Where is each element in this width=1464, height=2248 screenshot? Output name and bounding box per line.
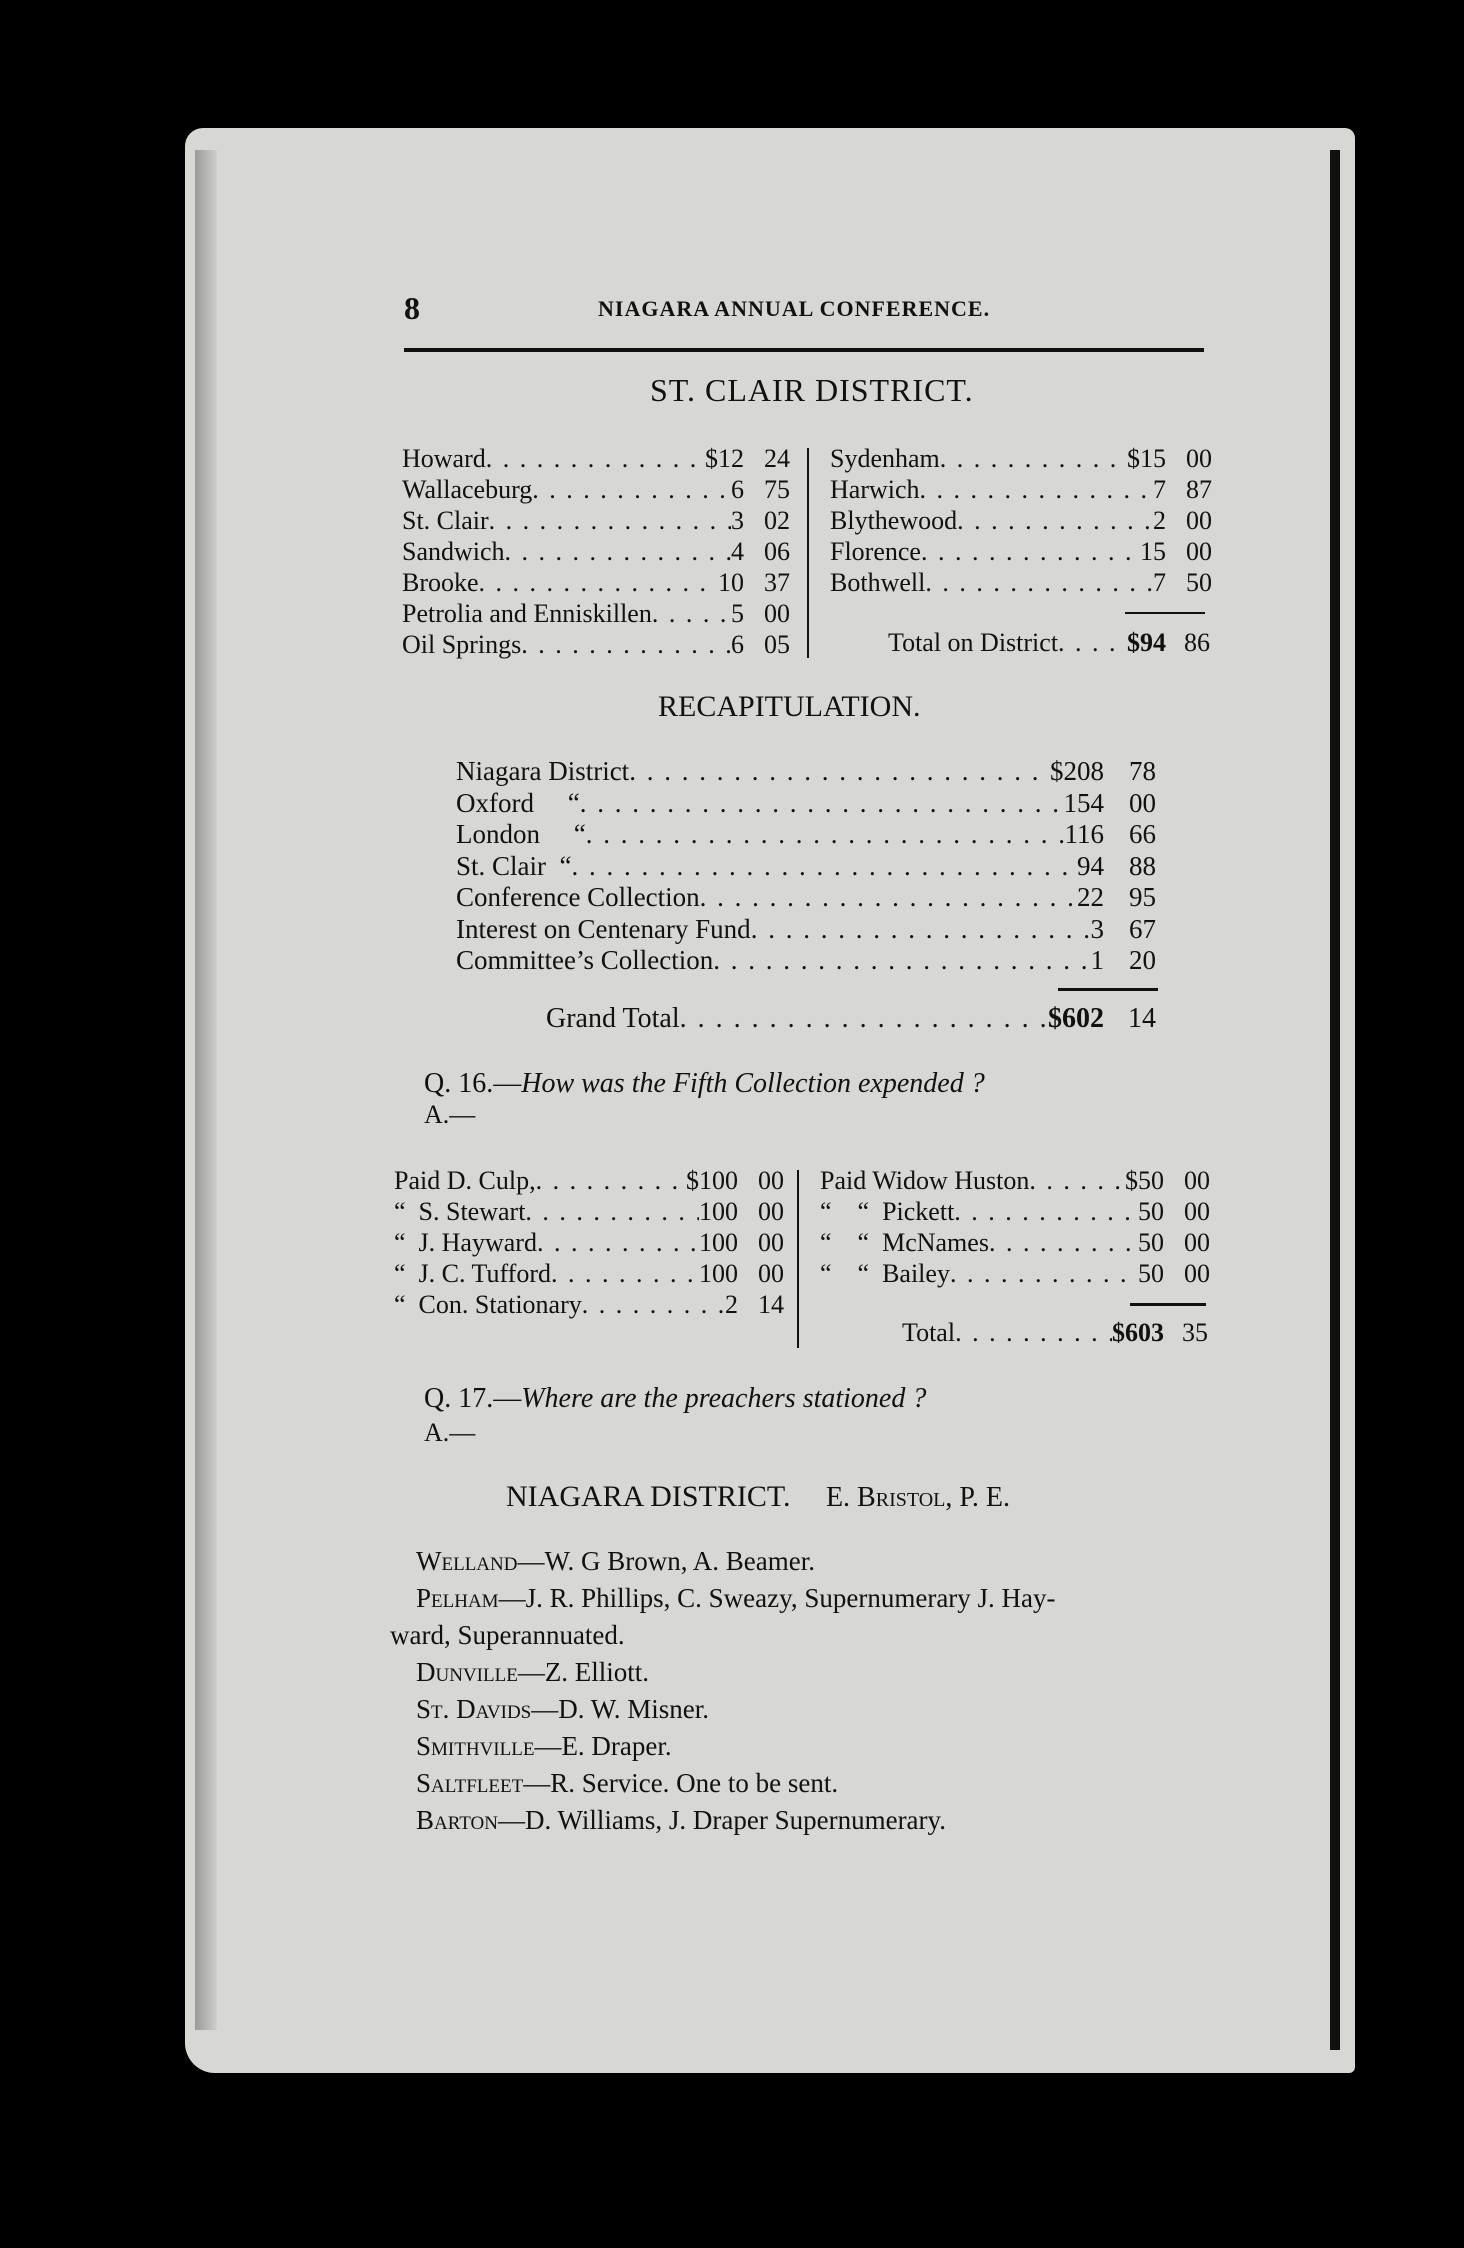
st-clair-total-label: Total on District bbox=[888, 628, 1059, 657]
station-line bbox=[416, 1546, 815, 1577]
leader-dots bbox=[652, 599, 731, 629]
leader-dots bbox=[920, 475, 1153, 505]
q16-total-dollars: $603 bbox=[1112, 1318, 1164, 1347]
st-clair-right-row bbox=[830, 568, 1212, 598]
st-clair-left-row bbox=[402, 599, 790, 629]
recap-dollars: 3 bbox=[1090, 913, 1104, 944]
leader-dots bbox=[629, 756, 1050, 787]
q16-right-cents: 00 bbox=[1184, 1259, 1210, 1288]
leader-dots bbox=[521, 630, 731, 660]
station-line bbox=[416, 1731, 672, 1762]
st-clair-left-name: Petrolia and Enniskillen bbox=[402, 599, 652, 628]
q16-question: How was the Fifth Collection expended ? bbox=[521, 1068, 985, 1099]
leader-dots bbox=[505, 537, 731, 567]
recap-dollars: 116 bbox=[1064, 819, 1104, 849]
station-line bbox=[390, 1620, 625, 1651]
st-clair-left-row bbox=[402, 630, 790, 660]
q16-left-row bbox=[394, 1166, 784, 1196]
recap-name: Conference Collection bbox=[456, 882, 700, 912]
header-rule bbox=[404, 348, 1204, 352]
recap-row bbox=[456, 851, 1156, 882]
q16-right-name: “ “ Pickett bbox=[820, 1197, 955, 1226]
st-clair-left-dollars: 5 bbox=[731, 599, 744, 628]
running-title: NIAGARA ANNUAL CONFERENCE. bbox=[598, 296, 991, 321]
recap-sum-rule bbox=[1058, 988, 1158, 991]
st-clair-right-dollars: 7 bbox=[1153, 568, 1166, 597]
recap-name: St. Clair “ bbox=[456, 850, 572, 881]
recap-name: Niagara District bbox=[456, 756, 630, 786]
niagara-title: NIAGARA DISTRICT. bbox=[506, 1480, 791, 1513]
st-clair-total-cents: 86 bbox=[1184, 628, 1210, 657]
q16-right-name: “ “ McNames bbox=[820, 1228, 989, 1257]
q17-line bbox=[424, 1383, 926, 1415]
q17-question: Where are the preachers stationed ? bbox=[521, 1383, 927, 1414]
st-clair-left-row bbox=[402, 537, 790, 567]
st-clair-left-dollars: $12 bbox=[705, 444, 744, 473]
station-line bbox=[416, 1694, 709, 1725]
q16-right-name: “ “ Bailey bbox=[820, 1259, 950, 1288]
recap-cents: 00 bbox=[1129, 787, 1156, 818]
station-ministers: —W. G Brown, A. Beamer. bbox=[517, 1546, 815, 1576]
niagara-district-title bbox=[506, 1480, 1010, 1514]
leader-dots bbox=[479, 568, 718, 598]
q16-right-cents: 00 bbox=[1184, 1228, 1210, 1257]
leader-dots bbox=[955, 1318, 1112, 1348]
leader-dots bbox=[551, 1259, 699, 1289]
station-line bbox=[416, 1657, 649, 1688]
q16-left-dollars: 100 bbox=[699, 1259, 738, 1288]
page-number: 8 bbox=[404, 290, 420, 326]
st-clair-right-cents: 00 bbox=[1186, 506, 1212, 535]
station-ministers: —R. Service. One to be sent. bbox=[523, 1768, 839, 1798]
q16-left-row bbox=[394, 1259, 784, 1289]
st-clair-left-name: Sandwich bbox=[402, 537, 505, 566]
leader-dots bbox=[954, 1197, 1138, 1227]
leader-dots bbox=[940, 444, 1127, 474]
st-clair-left-row bbox=[402, 475, 790, 505]
leader-dots bbox=[1029, 1166, 1125, 1196]
q16-left-dollars: 2 bbox=[725, 1290, 738, 1319]
q16-number: Q. 16.— bbox=[424, 1068, 522, 1099]
recap-grand-total-row bbox=[546, 1003, 1156, 1035]
st-clair-right-row bbox=[830, 444, 1212, 474]
q16-left-name: Paid D. Culp, bbox=[394, 1166, 536, 1195]
st-clair-right-name: Florence bbox=[830, 537, 921, 566]
recap-cents: 88 bbox=[1129, 850, 1156, 881]
leader-dots bbox=[921, 537, 1140, 567]
recap-row bbox=[456, 882, 1156, 913]
q16-right-row bbox=[820, 1228, 1210, 1258]
st-clair-right-dollars: 7 bbox=[1153, 475, 1166, 504]
station-line bbox=[416, 1583, 1056, 1614]
st-clair-right-dollars: $15 bbox=[1127, 444, 1166, 473]
q16-left-dollars: 100 bbox=[699, 1197, 738, 1226]
st-clair-left-name: Oil Springs bbox=[402, 630, 522, 659]
st-clair-left-cents: 00 bbox=[764, 599, 790, 628]
q16-left-cents: 14 bbox=[758, 1290, 784, 1319]
st-clair-left-cents: 05 bbox=[764, 630, 790, 659]
st-clair-right-dollars: 2 bbox=[1153, 506, 1166, 535]
q16-right-dollars: 50 bbox=[1138, 1197, 1164, 1226]
recap-row bbox=[456, 819, 1156, 850]
station-line bbox=[416, 1805, 946, 1836]
recap-cents: 66 bbox=[1129, 819, 1156, 849]
leader-dots bbox=[1058, 628, 1127, 658]
st-clair-left-cents: 37 bbox=[764, 568, 790, 597]
q16-left-row bbox=[394, 1290, 784, 1320]
q16-answer: A.— bbox=[424, 1100, 476, 1129]
leader-dots bbox=[957, 506, 1153, 536]
q16-total-label: Total bbox=[902, 1318, 956, 1347]
st-clair-right-name: Bothwell bbox=[830, 568, 926, 597]
station-place: Saltfleet bbox=[416, 1768, 524, 1798]
q16-left-row bbox=[394, 1228, 784, 1258]
q16-left-cents: 00 bbox=[758, 1197, 784, 1226]
leader-dots bbox=[536, 1166, 686, 1196]
station-ministers: —J. R. Phillips, C. Sweazy, Supernumerary J. Hay- bbox=[498, 1583, 1056, 1613]
station-place: Barton bbox=[416, 1805, 498, 1835]
q16-right-dollars: 50 bbox=[1138, 1259, 1164, 1288]
q16-right-cents: 00 bbox=[1184, 1197, 1210, 1226]
st-clair-left-cents: 06 bbox=[764, 537, 790, 566]
st-clair-right-dollars: 15 bbox=[1140, 537, 1166, 566]
st-clair-left-dollars: 4 bbox=[731, 537, 744, 566]
q16-right-name: Paid Widow Huston bbox=[820, 1166, 1030, 1195]
recap-dollars: 22 bbox=[1077, 882, 1104, 912]
station-ministers: —D. W. Misner. bbox=[531, 1694, 710, 1724]
leader-dots bbox=[580, 788, 1064, 819]
q16-column-divider bbox=[797, 1170, 799, 1348]
q17-answer: A.— bbox=[424, 1418, 476, 1447]
q16-left-name: “ S. Stewart bbox=[394, 1197, 526, 1226]
station-ministers: —D. Williams, J. Draper Supernumerary. bbox=[497, 1805, 947, 1835]
leader-dots bbox=[537, 1228, 699, 1258]
q17-number: Q. 17.— bbox=[424, 1383, 522, 1414]
leader-dots bbox=[489, 506, 731, 536]
st-clair-left-name: St. Clair bbox=[402, 506, 489, 535]
q16-right-cents: 00 bbox=[1184, 1166, 1210, 1195]
station-place: Pelham bbox=[416, 1583, 499, 1613]
st-clair-left-cents: 24 bbox=[764, 444, 790, 473]
q16-line bbox=[424, 1068, 985, 1100]
recap-row bbox=[456, 788, 1156, 819]
q16-right-dollars: $50 bbox=[1125, 1166, 1164, 1195]
recap-name: Interest on Centenary Fund bbox=[456, 913, 751, 944]
station-place: Welland bbox=[416, 1546, 518, 1576]
leader-dots bbox=[532, 475, 731, 505]
page-fold-shadow bbox=[195, 150, 217, 2030]
leader-dots bbox=[486, 444, 705, 474]
station-place: Dunville bbox=[416, 1657, 518, 1687]
q16-left-cents: 00 bbox=[758, 1228, 784, 1257]
leader-dots bbox=[989, 1228, 1138, 1258]
leader-dots bbox=[680, 1003, 1048, 1035]
st-clair-left-name: Brooke bbox=[402, 568, 479, 597]
leader-dots bbox=[700, 882, 1077, 913]
page-spine-line bbox=[1330, 150, 1340, 2050]
station-ministers: —Z. Elliott. bbox=[517, 1657, 650, 1687]
q16-right-row bbox=[820, 1197, 1210, 1227]
station-line bbox=[416, 1768, 838, 1799]
recap-cents: 95 bbox=[1129, 882, 1156, 912]
st-clair-total-row bbox=[888, 628, 1210, 658]
recap-row bbox=[456, 914, 1156, 945]
leader-dots bbox=[525, 1197, 699, 1227]
st-clair-right-row bbox=[830, 475, 1212, 505]
st-clair-right-cents: 87 bbox=[1186, 475, 1212, 504]
recap-cents: 67 bbox=[1129, 913, 1156, 944]
station-ministers: —E. Draper. bbox=[534, 1731, 672, 1761]
q16-left-cents: 00 bbox=[758, 1259, 784, 1288]
st-clair-right-row bbox=[830, 506, 1212, 536]
q16-total-row bbox=[902, 1318, 1208, 1348]
st-clair-right-row bbox=[830, 537, 1212, 567]
st-clair-total-rule bbox=[1125, 612, 1205, 614]
recap-name: London “ bbox=[456, 819, 586, 849]
q16-right-row bbox=[820, 1166, 1210, 1196]
q16-left-dollars: $100 bbox=[686, 1166, 738, 1195]
q16-total-cents: 35 bbox=[1182, 1318, 1208, 1347]
st-clair-left-dollars: 3 bbox=[731, 506, 744, 535]
st-clair-left-row bbox=[402, 506, 790, 536]
q16-left-name: “ Con. Stationary bbox=[394, 1290, 582, 1319]
station-place: Smithville bbox=[416, 1731, 535, 1761]
st-clair-left-cents: 75 bbox=[764, 475, 790, 504]
st-clair-right-name: Blythewood bbox=[830, 506, 958, 535]
station-ministers: ward, Superannuated. bbox=[390, 1620, 625, 1650]
q16-left-dollars: 100 bbox=[699, 1228, 738, 1257]
leader-dots bbox=[572, 851, 1078, 882]
recap-title: RECAPITULATION. bbox=[658, 690, 921, 723]
st-clair-left-row bbox=[402, 568, 790, 598]
st-clair-column-divider bbox=[807, 448, 809, 658]
recap-name: Committee’s Collection bbox=[456, 945, 714, 975]
recap-cents: 20 bbox=[1129, 945, 1156, 975]
leader-dots bbox=[586, 819, 1065, 850]
st-clair-left-row bbox=[402, 444, 790, 474]
q16-right-row bbox=[820, 1259, 1210, 1289]
recap-dollars: $208 bbox=[1050, 756, 1104, 786]
recap-row bbox=[456, 756, 1156, 787]
st-clair-left-cents: 02 bbox=[764, 506, 790, 535]
st-clair-left-name: Howard bbox=[402, 444, 486, 473]
niagara-presiding-elder: E. Bristol, P. E. bbox=[825, 1482, 1010, 1513]
st-clair-total-dollars: $94 bbox=[1127, 628, 1166, 657]
station-place: St. Davids bbox=[416, 1694, 532, 1724]
st-clair-right-cents: 50 bbox=[1186, 568, 1212, 597]
q16-left-cents: 00 bbox=[758, 1166, 784, 1195]
st-clair-left-dollars: 6 bbox=[731, 630, 744, 659]
recap-grand-cents: 14 bbox=[1128, 1003, 1156, 1034]
recap-grand-label: Grand Total bbox=[546, 1003, 680, 1034]
recap-name: Oxford “ bbox=[456, 787, 580, 818]
st-clair-left-dollars: 10 bbox=[718, 568, 744, 597]
st-clair-left-dollars: 6 bbox=[731, 475, 744, 504]
q16-left-row bbox=[394, 1197, 784, 1227]
leader-dots bbox=[582, 1290, 725, 1320]
q16-right-dollars: 50 bbox=[1138, 1228, 1164, 1257]
leader-dots bbox=[925, 568, 1153, 598]
recap-dollars: 94 bbox=[1077, 850, 1104, 881]
st-clair-right-name: Harwich bbox=[830, 475, 920, 504]
recap-grand-dollars: $602 bbox=[1048, 1003, 1104, 1034]
recap-cents: 78 bbox=[1129, 756, 1156, 786]
leader-dots bbox=[950, 1259, 1138, 1289]
leader-dots bbox=[751, 914, 1091, 945]
q16-total-rule bbox=[1130, 1303, 1206, 1306]
st-clair-left-name: Wallaceburg bbox=[402, 475, 533, 504]
st-clair-right-name: Sydenham bbox=[830, 444, 940, 473]
q16-left-name: “ J. C. Tufford bbox=[394, 1259, 552, 1288]
q16-left-name: “ J. Hayward bbox=[394, 1228, 537, 1257]
st-clair-right-cents: 00 bbox=[1186, 444, 1212, 473]
recap-dollars: 1 bbox=[1090, 945, 1104, 975]
st-clair-right-cents: 00 bbox=[1186, 537, 1212, 566]
recap-row bbox=[456, 945, 1156, 976]
st-clair-title: ST. CLAIR DISTRICT. bbox=[650, 372, 974, 408]
recap-dollars: 154 bbox=[1063, 787, 1104, 818]
leader-dots bbox=[713, 945, 1090, 976]
